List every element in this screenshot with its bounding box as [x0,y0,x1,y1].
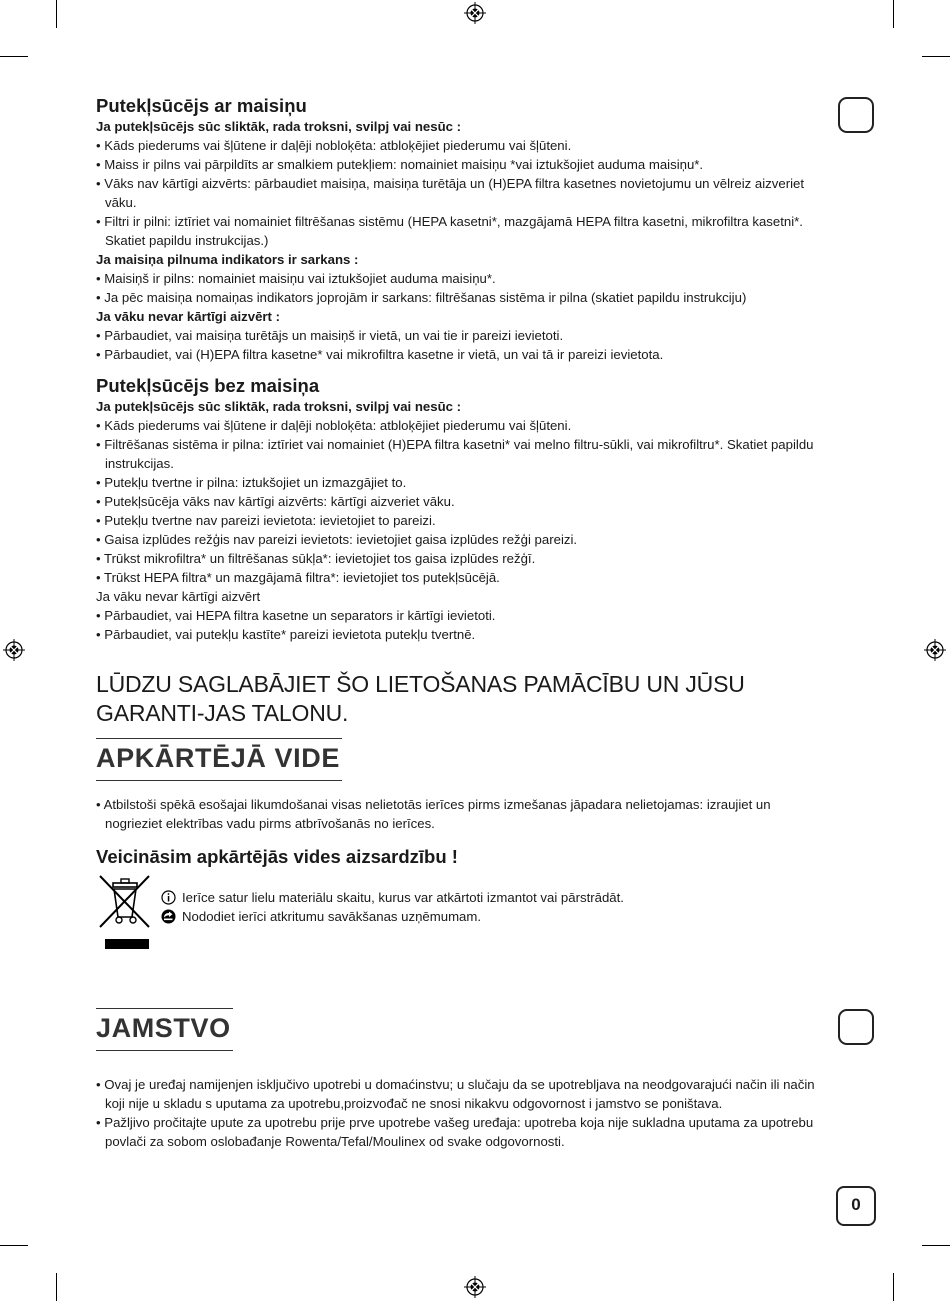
page-number: 0 [836,1186,876,1226]
list-item: • Pārbaudiet, vai (H)EPA filtra kasetne* vai mikrofiltra kasetne ir vietā, un vai tā ir pareizi ievietota. [96,345,831,364]
subheading: Ja maisiņa pilnuma indikators ir sarkans : [96,252,359,267]
environment-title: APKĀRTĒJĀ VIDE [96,738,342,781]
section-title: Putekļsūcējs bez maisiņa [96,375,320,396]
crop-mark [56,1273,57,1301]
list-item: • Kāds piederums vai šļūtene ir daļēji nobloķēta: atbloķējiet piederumu vai šļūteni. [96,136,831,155]
registration-mark-icon [924,639,946,661]
subheading: Ja vāku nevar kārtīgi aizvērt [96,589,261,604]
environment-heading-wrap [96,738,342,781]
list-item: • Putekļu tvertne ir pilna: iztukšojiet un izmazgājiet to. [96,473,831,492]
registration-mark-icon [464,1276,486,1298]
list-item: • Maisiņš ir pilns: nomainiet maisiņu vai iztukšojiet auduma maisiņu*. [96,269,831,288]
list-item: • Putekļsūcēja vāks nav kārtīgi aizvērts: kārtīgi aizveriet vāku. [96,492,831,511]
section-title: Putekļsūcējs ar maisiņu [96,95,307,116]
info-text: Ierīce satur lielu materiālu skaitu, kurus var atkārtoti izmantot vai pārstrādāt. [182,890,624,905]
list-item: • Atbilstoši spēkā esošajai likumdošanai visas nelietotās ierīces pirms izmešanas jāpadara nelietojamas: izraujiet un nogrieziet elektrības vadu pirms atbrīvošanās no ierīces. [96,795,831,833]
subheading: Ja putekļsūcējs sūc sliktāk, rada troksni, svilpj vai nesūc : [96,399,462,414]
crop-mark [893,1273,894,1301]
environment-list [96,795,831,833]
registration-mark-icon [3,639,25,661]
list-item: • Pārbaudiet, vai HEPA filtra kasetne un separators ir kārtīgi ievietoti. [96,606,831,625]
section-bag [96,95,831,364]
list-item: • Pārbaudiet, vai maisiņa turētājs un maisiņš ir vietā, un vai tie ir pareizi ievietoti. [96,326,831,345]
list-item: • Ovaj je uređaj namijenjen isključivo upotrebi u domaćinstvu; u slučaju da se upotrebljava na neodgovarajući način ili način koji nije u skladu s uputama za upotrebu,proizvođač ne snosi nikakvu odgovornost i jamstvo se poništava. [96,1075,831,1113]
info-line [161,888,821,907]
arrow-circle-icon [161,909,176,924]
crop-mark [893,0,894,28]
list-item: • Trūkst HEPA filtra* un mazgājamā filtra*: ievietojiet tos putekļsūcējā. [96,568,831,587]
crop-mark [922,1245,950,1246]
list-item: • Maiss ir pilns vai pārpildīts ar smalkiem putekļiem: nomainiet maisiņu *vai iztukšojiet auduma maisiņu*. [96,155,831,174]
list-item: • Pārbaudiet, vai putekļu kastīte* pareizi ievietota putekļu tvertnē. [96,625,831,644]
list-item: • Kāds piederums vai šļūtene ir daļēji nobloķēta: atbloķējiet piederumu vai šļūteni. [96,416,831,435]
list-item: • Vāks nav kārtīgi aizvērts: pārbaudiet maisiņa, maisiņa turētāja un (H)EPA filtra kasetnes novietojumu un vēlreiz aizveriet vāku. [96,174,831,212]
keep-manual-notice: LŪDZU SAGLABĀJIET ŠO LIETOŠANAS PAMĀCĪBU UN JŪSU GARANTI-JAS TALONU. [96,671,745,726]
list-item: • Filtrēšanas sistēma ir pilna: iztīriet vai nomainiet (H)EPA filtra kasetni* vai melno filtru-sūkli, vai mikrofiltru*. Skatiet papildu instrukcijas. [96,435,831,473]
warranty-heading-wrap [96,1008,233,1051]
subheading: Ja vāku nevar kārtīgi aizvērt : [96,309,280,324]
section-bagless [96,375,831,644]
registration-mark-icon [464,2,486,24]
warranty-title: JAMSTVO [96,1008,233,1051]
list-item: • Filtri ir pilni: iztīriet vai nomainiet filtrēšanas sistēmu (HEPA kasetni*, mazgājamā HEPA filtra kasetni, mikrofiltra kasetni*. Skatiet papildu instrukcijas.) [96,212,831,250]
list-item: • Trūkst mikrofiltra* un filtrēšanas sūkļa*: ievietojiet tos gaisa izplūdes režģī. [96,549,831,568]
recycle-line [161,907,821,926]
environment-lines [161,888,821,926]
crop-mark [0,1245,28,1246]
crop-mark [56,0,57,28]
recycle-text: Nododiet ierīci atkritumu savākšanas uzņēmumam. [182,909,482,924]
list-item: • Ja pēc maisiņa nomaiņas indikators joprojām ir sarkans: filtrēšanas sistēma ir pilna (skatiet papildu instrukciju) [96,288,831,307]
list-item: • Pažljivo pročitajte upute za upotrebu prije prve upotrebe vašeg uređaja: upotreba koja nije sukladna uputama za upotrebu povlači za sobom oslobađanje Rowenta/Tefal/Moulinex od svake odgovornosti. [96,1113,831,1151]
crop-mark [0,56,28,57]
subheading: Ja putekļsūcējs sūc sliktāk, rada troksni, svilpj vai nesūc : [96,119,462,134]
side-tab [838,97,874,133]
environment-subtitle: Veicināsim apkārtējās vides aizsardzību ! [96,846,458,867]
info-icon [161,890,176,905]
crop-mark [922,56,950,57]
list-item: • Putekļu tvertne nav pareizi ievietota: ievietojiet to pareizi. [96,511,831,530]
warranty-list [96,1075,831,1151]
environment-subtitle-wrap [96,846,831,868]
side-tab [838,1009,874,1045]
list-item: • Gaisa izplūdes režģis nav pareizi ievietots: ievietojiet gaisa izplūdes režģi pareizi. [96,530,831,549]
crossed-bin-icon [97,873,153,951]
